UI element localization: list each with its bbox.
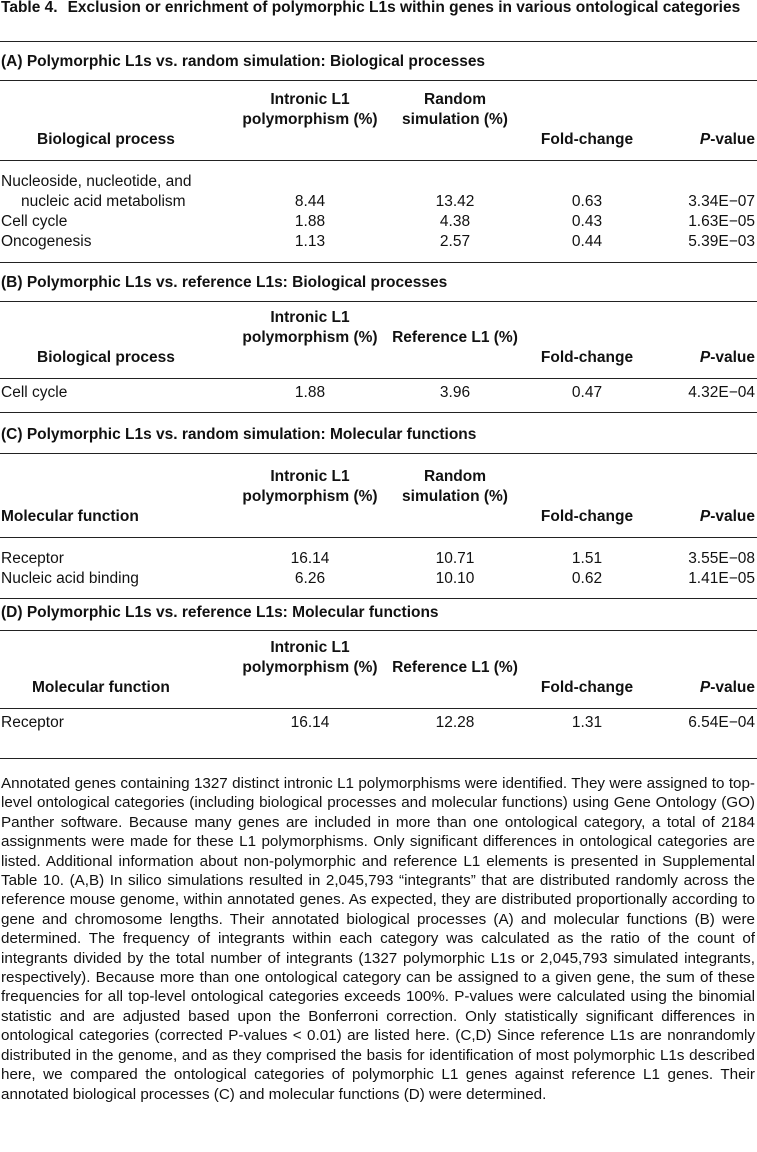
rule-c-header-top	[0, 453, 757, 454]
section-d-header-reference: Reference L1 (%)	[392, 659, 518, 676]
table-title: Exclusion or enrichment of polymorphic L1s within genes in various ontological categories	[67, 0, 741, 16]
section-a-row-3-intronic: 1.13	[294, 233, 326, 250]
section-a-row-3-fold: 0.44	[571, 233, 603, 250]
section-a-header-category: Biological process	[37, 131, 175, 148]
rule-c-header-bottom	[0, 537, 757, 538]
section-c-row-2-random: 10.10	[435, 570, 475, 587]
section-d-row-1-label: Receptor	[1, 714, 64, 731]
section-d-row-1-reference: 12.28	[435, 714, 475, 731]
section-d-header-pvalue: P-value	[699, 679, 755, 696]
section-b-header-category: Biological process	[37, 349, 175, 366]
section-a-title: (A) Polymorphic L1s vs. random simulation: Biological processes	[1, 53, 486, 70]
rule-b-header-top	[0, 301, 757, 302]
section-b-header-reference: Reference L1 (%)	[392, 329, 518, 346]
section-a-header-random: Random simulation (%)	[402, 91, 508, 128]
section-a-row-2-intronic: 1.88	[294, 213, 326, 230]
section-c-row-1-fold: 1.51	[571, 550, 603, 567]
section-a-header-pvalue: P-value	[699, 131, 755, 148]
section-a-row-1-pvalue: 3.34E−07	[688, 193, 755, 210]
section-c-row-1-pvalue: 3.55E−08	[688, 550, 755, 567]
table-caption	[1, 0, 753, 17]
section-a-row-2-label: Cell cycle	[1, 213, 68, 230]
section-b-row-1-label: Cell cycle	[1, 384, 68, 401]
section-d-title: (D) Polymorphic L1s vs. reference L1s: Molecular functions	[1, 604, 439, 621]
section-a-row-1-intronic: 8.44	[294, 193, 326, 210]
rule-c-end	[0, 598, 757, 599]
rule-b-end	[0, 412, 757, 413]
section-c-row-2-label: Nucleic acid binding	[1, 570, 139, 587]
section-a-row-1-fold: 0.63	[571, 193, 603, 210]
section-b-row-1-fold: 0.47	[571, 384, 603, 401]
rule-a-header-bottom	[0, 160, 757, 161]
section-b-row-1-intronic: 1.88	[294, 384, 326, 401]
section-d-header-fold: Fold-change	[540, 679, 634, 696]
section-d-row-1-pvalue: 6.54E−04	[688, 714, 755, 731]
table-footnote: Annotated genes containing 1327 distinct intronic L1 polymorphisms were identified. They were assigned to top-level ontological categories (including biological processes and molecular functions) using Gene Ontology (GO) Panther software. Because many genes are included in more than one ontological category, a total of 2184 assignments were made for these L1 polymorphisms. Only significant differences in ontological categories are listed. Additional information about non-polymorphic and reference L1 elements is presented in Supplemental Table 10. (A,B) In silico simulations resulted in 2,045,793 “integrants” that are distributed randomly across the reference mouse genome, within annotated genes. As expected, they are distributed proportionally according to gene and chromosome lengths. Their annotated biological processes (A) and molecular functions (B) were determined. The frequency of integrants within each category was calculated as the ratio of the count of integrants divided by the total number of integrants (1327 polymorphic L1s or 2,045,793 simulated integrants, respectively). Because more than one ontological category can be assigned to a given gene, the sum of these frequencies for all top-level ontological categories exceeds 100%. P-values were calculated using the binomial statistic and are adjusted based upon the Bonferroni correction. Only statistically significant differences in ontological categories (corrected P-values < 0.01) are listed here. (C,D) Since reference L1s are nonrandomly distributed in the genome, and as they comprised the basis for identification of most polymorphic L1s described here, we compared the ontological categories of polymorphic L1 genes against reference L1 genes. Their annotated biological processes (C) and molecular functions (D) were determined.	[1, 775, 755, 1103]
section-b-title: (B) Polymorphic L1s vs. reference L1s: Biological processes	[1, 274, 448, 291]
section-b-row-1-reference: 3.96	[439, 384, 471, 401]
section-c-header-random: Random simulation (%)	[402, 468, 508, 505]
rule-bottom	[0, 758, 757, 759]
section-b-row-1-pvalue: 4.32E−04	[688, 384, 755, 401]
rule-top	[0, 41, 757, 42]
section-a-row-2-fold: 0.43	[571, 213, 603, 230]
rule-d-header-bottom	[0, 708, 757, 709]
section-a-row-3-label: Oncogenesis	[1, 233, 92, 250]
section-c-header-intronic: Intronic L1 polymorphism (%)	[242, 468, 378, 505]
rule-b-header-bottom	[0, 378, 757, 379]
rule-d-header-top	[0, 630, 757, 631]
section-b-header-fold: Fold-change	[540, 349, 634, 366]
section-c-row-2-fold: 0.62	[571, 570, 603, 587]
section-c-header-fold: Fold-change	[540, 508, 634, 525]
section-c-row-2-intronic: 6.26	[294, 570, 326, 587]
section-a-row-3-random: 2.57	[439, 233, 471, 250]
section-c-row-1-label: Receptor	[1, 550, 64, 567]
rule-a-end	[0, 262, 757, 263]
section-c-title: (C) Polymorphic L1s vs. random simulation: Molecular functions	[1, 426, 477, 443]
section-d-header-intronic: Intronic L1 polymorphism (%)	[242, 639, 378, 676]
section-a-header-fold: Fold-change	[540, 131, 634, 148]
section-b-header-pvalue: P-value	[699, 349, 755, 366]
section-d-row-1-fold: 1.31	[571, 714, 603, 731]
section-d-header-category: Molecular function	[32, 679, 170, 696]
section-d-row-1-intronic: 16.14	[290, 714, 330, 731]
section-c-row-2-pvalue: 1.41E−05	[688, 570, 755, 587]
section-c-header-pvalue: P-value	[699, 508, 755, 525]
section-a-header-intronic: Intronic L1 polymorphism (%)	[242, 91, 378, 128]
section-b-header-intronic: Intronic L1 polymorphism (%)	[242, 309, 378, 346]
section-c-row-1-random: 10.71	[435, 550, 475, 567]
section-a-row-1-random: 13.42	[435, 193, 475, 210]
section-c-row-1-intronic: 16.14	[290, 550, 330, 567]
section-a-row-2-random: 4.38	[439, 213, 471, 230]
section-a-row-2-pvalue: 1.63E−05	[688, 213, 755, 230]
section-a-row-1-label: Nucleoside, nucleotide, and nucleic acid metabolism	[1, 173, 192, 210]
section-c-header-category: Molecular function	[1, 508, 139, 525]
section-a-row-3-pvalue: 5.39E−03	[688, 233, 755, 250]
table-number: Table 4.	[1, 0, 58, 16]
rule-a-header-top	[0, 80, 757, 81]
